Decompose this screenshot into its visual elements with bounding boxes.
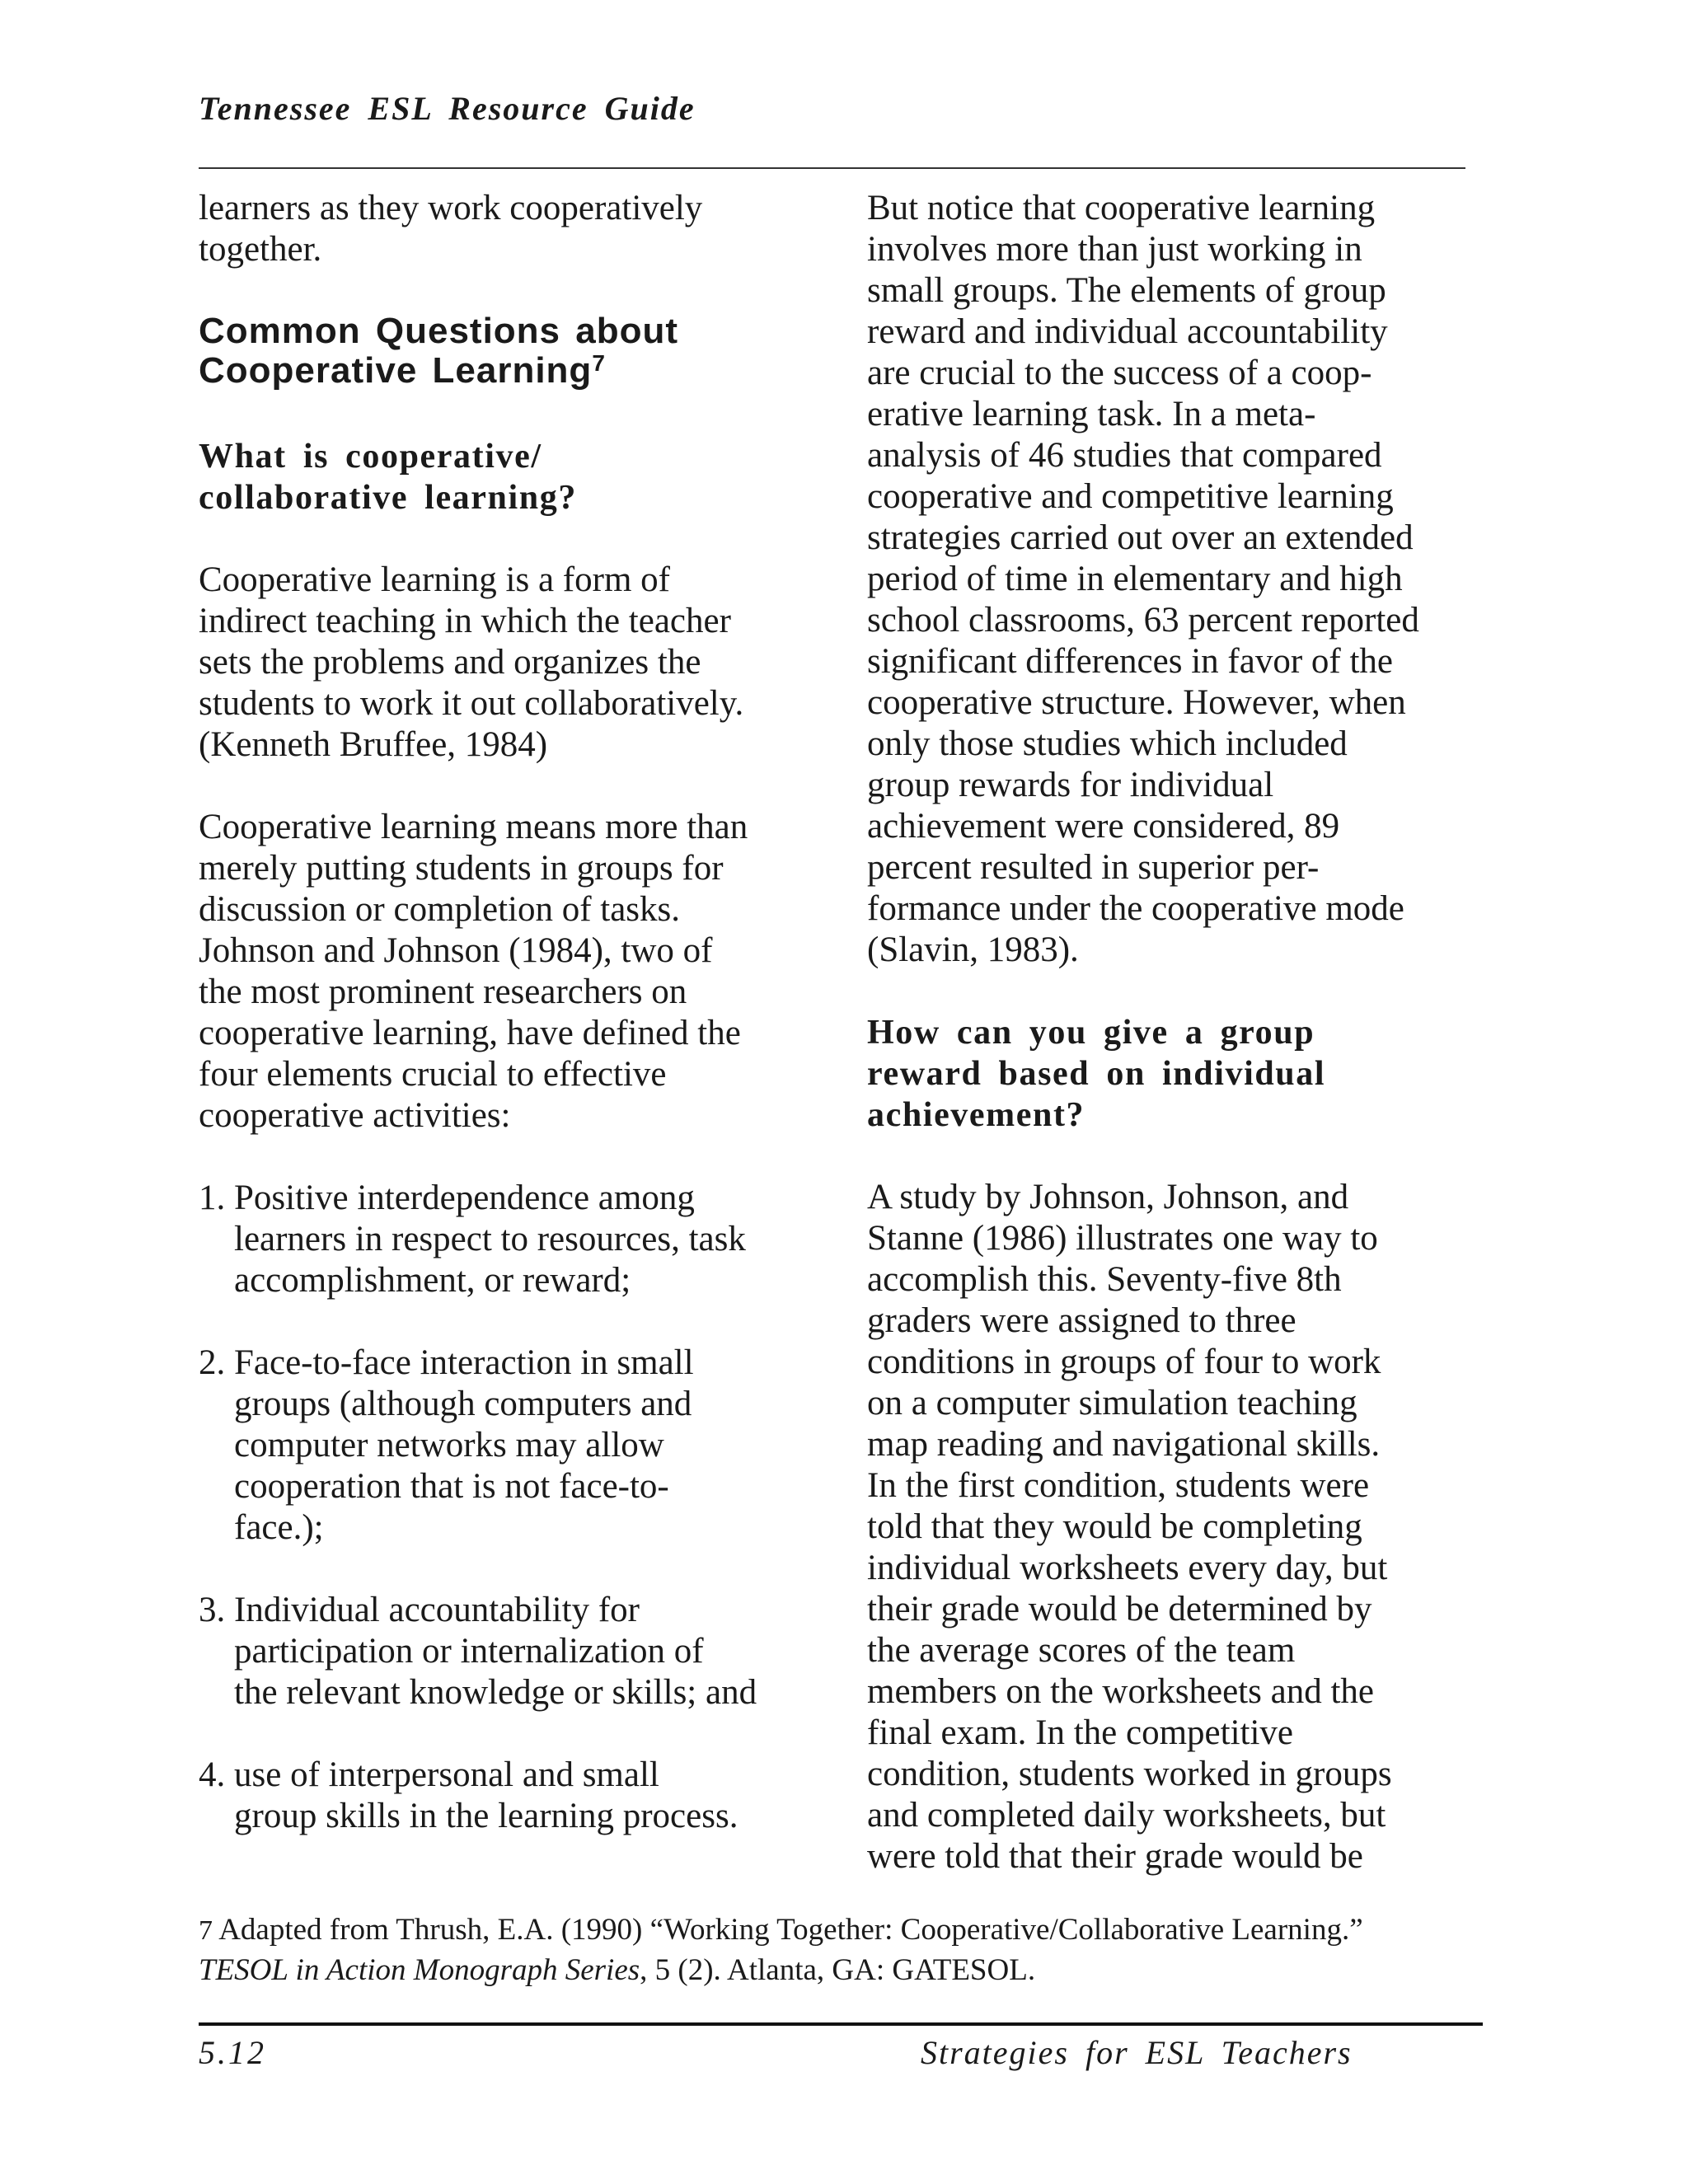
- text-line: group rewards for individual: [867, 766, 1274, 804]
- text-line: and completed daily worksheets, but: [867, 1796, 1386, 1835]
- text-line: told that they would be completing: [867, 1507, 1362, 1546]
- heading-line: How can you give a group: [867, 1014, 1315, 1052]
- text-line: discussion or completion of tasks.: [199, 890, 681, 929]
- text-line: computer networks may allow: [234, 1426, 664, 1465]
- text-line: school classrooms, 63 percent reported: [867, 601, 1419, 640]
- text-line: group skills in the learning process.: [234, 1797, 738, 1835]
- text-line: learners in respect to resources, task: [234, 1220, 746, 1258]
- text-line: face.);: [234, 1508, 324, 1547]
- question-heading: [867, 1012, 1493, 1136]
- text-line: learners as they work cooperatively: [199, 189, 703, 227]
- heading-line: What is cooperative/: [199, 438, 542, 476]
- text-line: were told that their grade would be: [867, 1837, 1363, 1876]
- text-line: analysis of 46 studies that compared: [867, 436, 1382, 475]
- list-item: [199, 1590, 825, 1713]
- text-line: achievement were considered, 89: [867, 807, 1340, 846]
- text-line: the most prominent researchers on: [199, 972, 687, 1011]
- footnote-line: [199, 1910, 1363, 1951]
- footnote-line: [199, 1951, 1363, 1990]
- footer-rule: [199, 2022, 1483, 2026]
- text-line: their grade would be determined by: [867, 1590, 1372, 1629]
- text-line: cooperative and competitive learning: [867, 477, 1394, 516]
- paragraph-meta-analysis: [867, 188, 1493, 971]
- text-line: (Kenneth Bruffee, 1984): [199, 725, 548, 764]
- text-line: erative learning task. In a meta-: [867, 395, 1316, 434]
- text-line: map reading and navigational skills.: [867, 1425, 1381, 1464]
- text-line: participation or internalization of: [234, 1632, 704, 1671]
- text-line: significant differences in favor of the: [867, 642, 1393, 681]
- footnote-citation: Adapted from Thrush, E.A. (1990) “Working Together: Cooperative/Collaborative Learning.”: [213, 1913, 1363, 1947]
- text-line: cooperative learning, have defined the: [199, 1014, 741, 1052]
- text-line: accomplishment, or reward;: [234, 1261, 631, 1300]
- text-line: small groups. The elements of group: [867, 271, 1386, 310]
- right-column: [867, 188, 1493, 1877]
- text-line: conditions in groups of four to work: [867, 1343, 1381, 1381]
- question-heading: [199, 436, 825, 518]
- text-line: Johnson and Johnson (1984), two of: [199, 931, 713, 970]
- list-item: [199, 1755, 825, 1837]
- heading-line: Common Questions about: [199, 311, 678, 351]
- text-line: individual worksheets every day, but: [867, 1549, 1388, 1587]
- footnote: [199, 1910, 1363, 1990]
- text-line: condition, students worked in groups: [867, 1755, 1392, 1793]
- text-line: 4. use of interpersonal and small: [199, 1755, 659, 1794]
- text-line: are crucial to the success of a coop-: [867, 354, 1372, 392]
- text-line: In the first condition, students were: [867, 1466, 1370, 1505]
- text-line: groups (although computers and: [234, 1385, 692, 1423]
- text-line: 2. Face-to-face interaction in small: [199, 1343, 694, 1382]
- text-line: sets the problems and organizes the: [199, 643, 701, 682]
- text-line: formance under the cooperative mode: [867, 889, 1404, 928]
- running-header: Tennessee ESL Resource Guide: [199, 90, 696, 127]
- text-line: But notice that cooperative learning: [867, 189, 1376, 227]
- text-line: students to work it out collaboratively.: [199, 684, 744, 723]
- list-item: [199, 1178, 825, 1301]
- page-number: 5.12: [199, 2034, 266, 2071]
- text-line: members on the worksheets and the: [867, 1672, 1374, 1711]
- footnote-publication: , 5 (2). Atlanta, GA: GATESOL.: [640, 1953, 1036, 1987]
- text-line: only those studies which included: [867, 724, 1348, 763]
- text-line: final exam. In the competitive: [867, 1713, 1294, 1752]
- text-line: together.: [199, 230, 322, 269]
- text-line: Stanne (1986) illustrates one way to: [867, 1219, 1378, 1258]
- heading-line: [199, 351, 825, 395]
- text-line: cooperative structure. However, when: [867, 683, 1406, 722]
- text-line: on a computer simulation teaching: [867, 1384, 1357, 1422]
- footer-section-title: Strategies for ESL Teachers: [921, 2034, 1353, 2071]
- text-line: 3. Individual accountability for: [199, 1591, 640, 1629]
- list-item: [199, 1343, 825, 1549]
- section-heading: [199, 312, 825, 395]
- intro-text: [199, 188, 825, 270]
- text-line: Cooperative learning means more than: [199, 808, 748, 846]
- header-rule: [199, 167, 1465, 169]
- footnote-series-title: TESOL in Action Monograph Series: [199, 1953, 640, 1987]
- text-line: strategies carried out over an extended: [867, 518, 1414, 557]
- text-line: Cooperative learning is a form of: [199, 560, 670, 599]
- text-line: four elements crucial to effective: [199, 1055, 667, 1094]
- heading-line: collaborative learning?: [199, 479, 577, 517]
- footnote-number: 7: [199, 1915, 213, 1946]
- heading-text: Cooperative Learning: [199, 350, 593, 391]
- text-line: involves more than just working in: [867, 230, 1362, 269]
- text-line: (Slavin, 1983).: [867, 930, 1079, 969]
- footnote-reference[interactable]: 7: [592, 350, 606, 376]
- text-line: graders were assigned to three: [867, 1301, 1296, 1340]
- left-column: [199, 188, 825, 1837]
- text-line: reward and individual accountability: [867, 312, 1388, 351]
- text-line: cooperative activities:: [199, 1096, 511, 1135]
- text-line: period of time in elementary and high: [867, 560, 1403, 598]
- text-line: accomplish this. Seventy-five 8th: [867, 1260, 1342, 1299]
- text-line: merely putting students in groups for: [199, 849, 724, 888]
- paragraph-definition: [199, 560, 825, 766]
- text-line: indirect teaching in which the teacher: [199, 602, 731, 640]
- text-line: A study by Johnson, Johnson, and: [867, 1178, 1349, 1216]
- paragraph-elements: [199, 807, 825, 1137]
- heading-line: reward based on individual: [867, 1055, 1326, 1093]
- heading-line: achievement?: [867, 1096, 1085, 1134]
- text-line: the relevant knowledge or skills; and: [234, 1673, 757, 1712]
- text-line: cooperation that is not face-to-: [234, 1467, 669, 1506]
- text-line: 1. Positive interdependence among: [199, 1179, 695, 1217]
- text-line: percent resulted in superior per-: [867, 848, 1320, 887]
- text-line: the average scores of the team: [867, 1631, 1296, 1670]
- paragraph-study: [867, 1177, 1493, 1877]
